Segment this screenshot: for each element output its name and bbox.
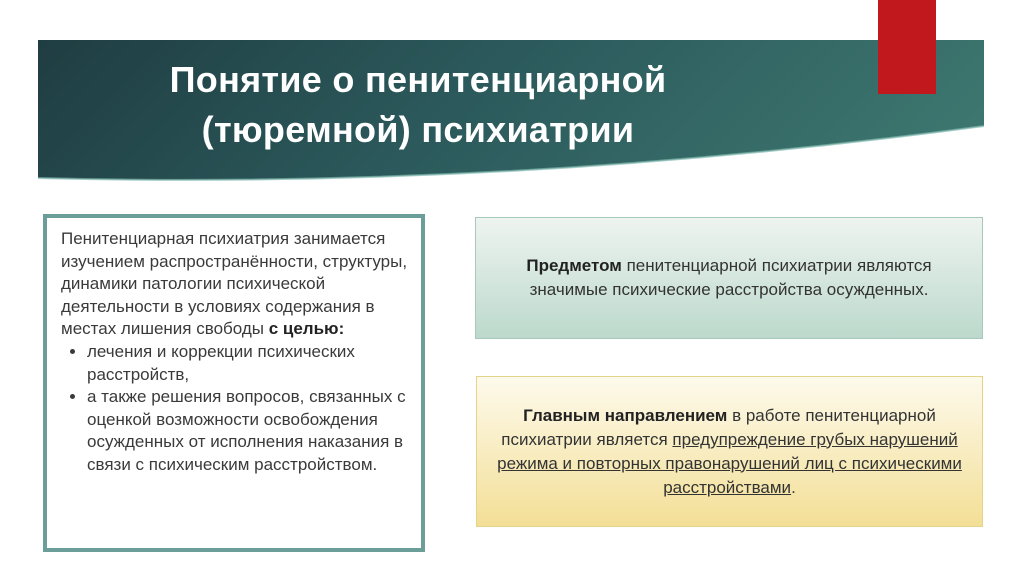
slide-title <box>38 55 798 155</box>
direction-bold: Главным направлением <box>523 405 728 425</box>
purpose-list <box>61 341 409 477</box>
title-line-2: (тюремной) психиатрии <box>201 109 635 150</box>
subject-bold: Предметом <box>526 256 622 275</box>
definition-box <box>43 214 425 552</box>
direction-box <box>476 376 983 527</box>
title-line-1: Понятие о пенитенциарной <box>169 59 667 100</box>
direction-rest: в работе пенитенциарной психиатрии является <box>501 405 936 449</box>
direction-end: . <box>791 477 796 497</box>
list-item: • а также решения вопросов, связанных с оценкой возможности освобождения осужденных от исполнения наказания в связи с психическим расстройством. <box>87 386 409 476</box>
direction-text <box>487 404 972 500</box>
subject-text <box>494 254 964 302</box>
subject-rest: пенитенциарной психиатрии являются значимые психические расстройства осужденных. <box>529 256 932 299</box>
definition-text: Пенитенциарная психиатрия занимается изучением распространённости, структуры, динамики патологии психической деятельности в условиях содержания в местах лишения свободы <box>61 229 408 339</box>
subject-box <box>475 217 983 339</box>
red-accent-tab <box>878 0 936 94</box>
definition-purpose-label: с целью: <box>268 319 345 339</box>
direction-underlined: предупреждение грубых нарушений режима и повторных правонарушений лиц с психическими расстройствами <box>497 429 962 497</box>
list-item: • лечения и коррекции психических расстройств, <box>87 341 409 386</box>
